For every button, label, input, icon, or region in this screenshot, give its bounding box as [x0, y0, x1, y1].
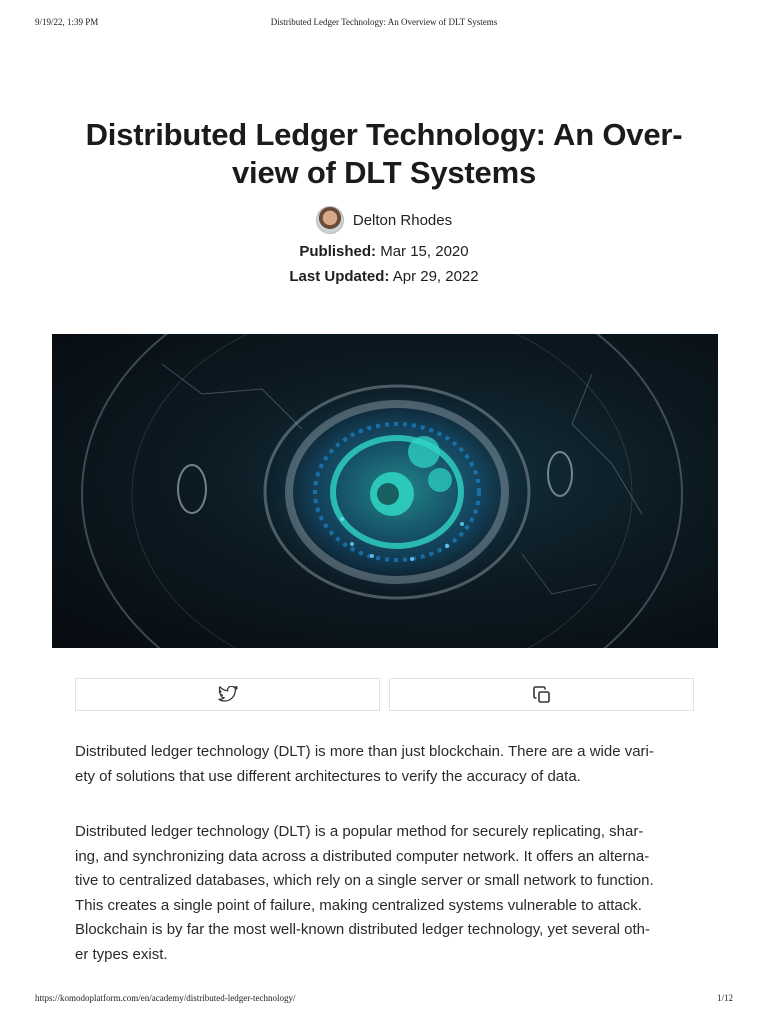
print-header [0, 17, 768, 31]
updated-value: Apr 29, 2022 [392, 268, 479, 285]
share-twitter-button[interactable] [75, 678, 380, 711]
updated-label: Last Updated: [289, 268, 390, 285]
avatar[interactable] [316, 206, 344, 234]
published-date [0, 243, 768, 260]
author-byline [0, 206, 768, 234]
last-updated-date [0, 268, 768, 285]
twitter-icon [218, 686, 238, 703]
page-title-line-1: Distributed Ledger Technology: An Over- [85, 117, 683, 152]
page-url: https://komodoplatform.com/en/academy/distributed-ledger-technology/ [35, 993, 296, 1003]
copy-link-button[interactable] [389, 678, 694, 711]
hero-illustration [52, 334, 718, 648]
page-title-line-2: view of DLT Systems [232, 155, 536, 190]
copy-link-icon [532, 685, 552, 705]
para-line: er types exist. [75, 945, 168, 963]
para-line: Distributed ledger technology (DLT) is more than just blockchain. There are a wide vari- [75, 743, 654, 760]
para-line: tive to centralized databases, which rely on a single server or small network to function. [75, 872, 654, 890]
page-title [60, 116, 708, 192]
para-line: Distributed ledger technology (DLT) is a popular method for securely replicating, shar- [75, 823, 644, 840]
para-line: This creates a single point of failure, making centralized systems vulnerable to attack. [75, 896, 642, 914]
print-datetime: 9/19/22, 1:39 PM [35, 17, 99, 27]
intro-paragraph [75, 740, 695, 789]
published-label: Published: [299, 243, 377, 260]
author-name[interactable]: Delton Rhodes [352, 211, 453, 229]
para-line: Blockchain is by far the most well-known distributed ledger technology, yet several oth- [75, 921, 651, 939]
page-number: 1/12 [716, 993, 733, 1003]
body-paragraph [75, 820, 695, 968]
print-doc-title: Distributed Ledger Technology: An Overview of DLT Systems [270, 17, 498, 27]
published-value: Mar 15, 2020 [380, 243, 469, 260]
para-line: ing, and synchronizing data across a distributed computer network. It offers an alterna- [75, 847, 650, 865]
print-footer [0, 993, 768, 1007]
para-line: ety of solutions that use different architectures to verify the accuracy of data. [75, 767, 581, 785]
hero-image [52, 334, 718, 648]
